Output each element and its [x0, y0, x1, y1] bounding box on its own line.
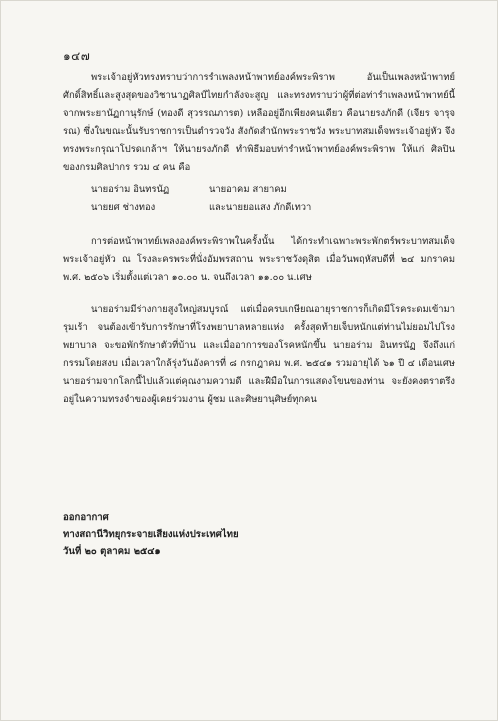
paragraph-3: นายอร่ามมีร่างกายสูงใหญ่สมบูรณ์ แต่เมื่อครบเกษียณอายุราชการก็เกิดมีโรคระดมเข้ามารุมเร้า จนต้องเข้ารับการรักษาที่โรงพยาบาลหลายแห่ง ครั้งสุดท้ายเจ็บหนักแต่ท่านไม่ยอมไปโรงพยาบาล จะขอพักรักษาตัวที่บ้าน และเมื่ออาการของโรคหนักขึ้น นายอร่าม อินทรนัฏ จึงถึงแก่กรรมโดยสงบ เมื่อเวลาใกล้รุ่งวันอังคารที่ ๘ กรกฎาคม พ.ศ. ๒๕๔๑ รวมอายุได้ ๖๑ ปี ๔ เดือนเศษ นายอร่ามจากโลกนี้ไปแล้วแต่คุณงามความดี และฝีมือในการแสดงโขนของท่าน จะยังคงตราตรึงอยู่ในความทรงจำของผู้เคยร่วมงาน ผู้ชม และศิษยานุศิษย์ทุกคน [63, 304, 455, 405]
document-body [63, 69, 455, 423]
paragraph-1: พระเจ้าอยู่หัวทรงทราบว่าการรำเพลงหน้าพาทย์องค์พระพิราพ อันเป็นเพลงหน้าพาทย์ศักดิ์สิทธิ์และสูงสุดของวิชานาฏศิลป์ไทยกำลังจะสูญ และทรงทราบว่าผู้ที่ต่อท่ารำเพลงหน้าพาทย์นี้จากพระยานัฏกานุรักษ์ (ทองดี สุวรรณภารต) เหลืออยู่อีกเพียงคนเดียว คือนายรงภักดี (เจียร จารุจรณ) ซึ่งในขณะนั้นรับราชการเป็นตำรวจวัง สังกัดสำนักพระราชวัง พระบาทสมเด็จพระเจ้าอยู่หัว จึงทรงพระกรุณาโปรดเกล้าฯ ให้นายรงภักดี ทำพิธีมอบท่ารำหน้าพาทย์องค์พระพิราพ ให้แก่ ศิลปินของกรมศิลปากร รวม ๔ คน คือ [63, 72, 455, 173]
names-row [91, 199, 391, 217]
paragraph-2: การต่อหน้าพาทย์เพลงองค์พระพิราพในครั้งนั้น ได้กระทำเฉพาะพระพักตร์พระบาทสมเด็จพระเจ้าอยู่หัว ณ โรงละครพระที่นั่งอัมพรสถาน พระราชวังดุสิต เมื่อวันพฤหัสบดีที่ ๒๔ มกราคม พ.ศ. ๒๕๐๖ เริ่มตั้งแต่เวลา ๑๐.๐๐ น. จนถึงเวลา ๑๑.๐๐ น.เศษ [63, 236, 455, 283]
page-number: ๑๔๗ [63, 49, 91, 63]
performer-name: นายยศ ช่างทอง [91, 202, 156, 213]
performer-name: นายอาคม สายาคม [209, 184, 287, 195]
performer-name: และนายยอแสง ภักดีเทวา [209, 202, 312, 213]
footer-date: วันที่ ๒๐ ตุลาคม ๒๕๔๑ [63, 546, 161, 557]
performer-name: นายอร่าม อินทรนัฏ [91, 184, 170, 195]
broadcast-footer [63, 509, 239, 560]
footer-station: ทางสถานีวิทยุกระจายเสียงแห่งประเทศไทย [63, 529, 239, 540]
footer-broadcast-label: ออกอากาศ [63, 512, 109, 523]
names-row [91, 181, 391, 199]
performer-names [91, 181, 391, 217]
